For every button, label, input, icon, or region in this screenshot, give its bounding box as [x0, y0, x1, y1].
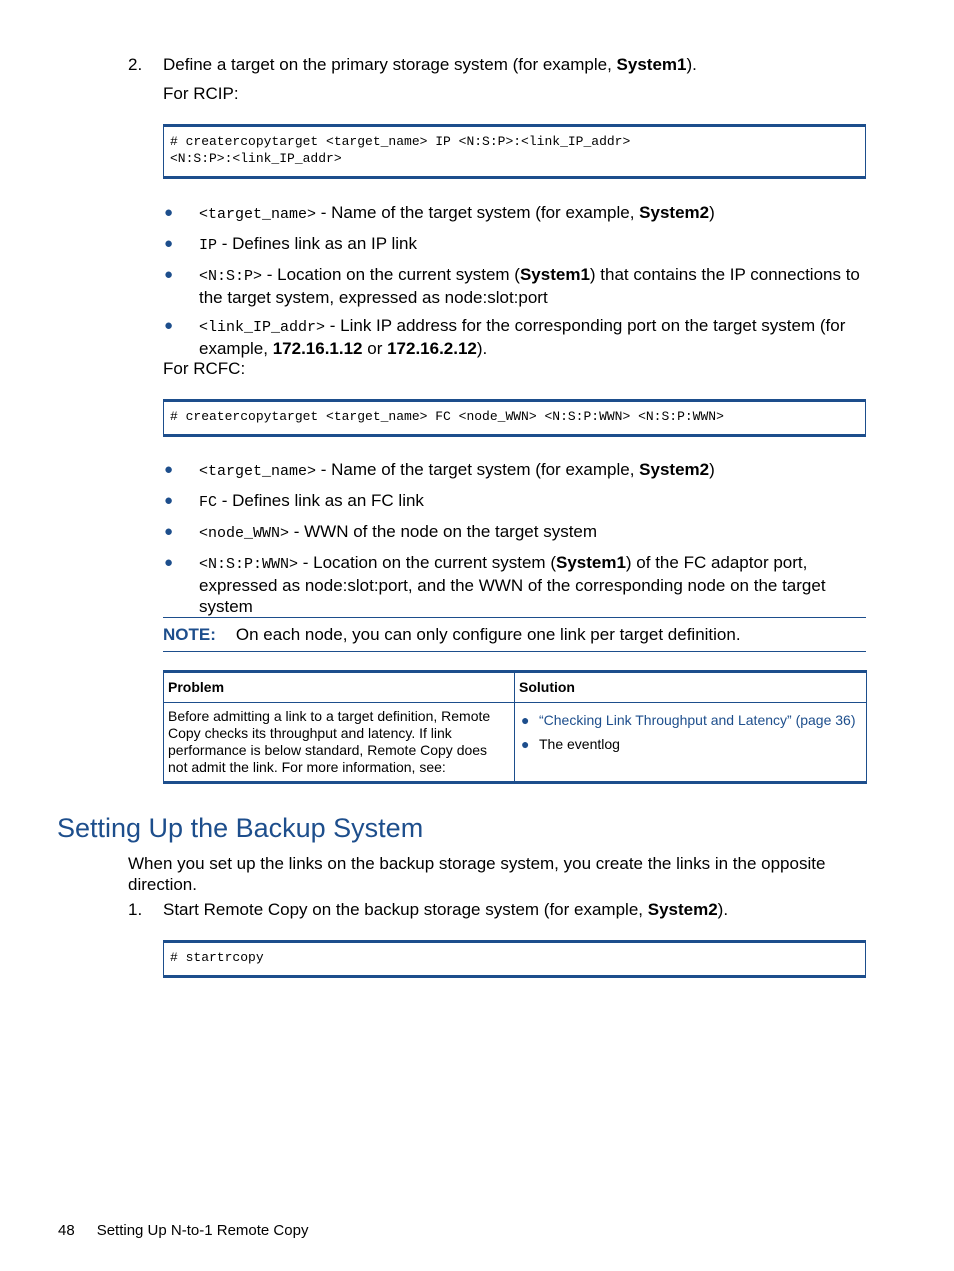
table-row — [164, 703, 867, 783]
startrcopy-code-block: # startrcopy — [163, 940, 866, 978]
problem-cell: Before admitting a link to a target definition, Remote Copy checks its throughput and latency. If link performance is below standard, Remote Copy does not admit the link. For more information, see: — [164, 703, 515, 783]
column-header-solution: Solution — [515, 672, 867, 703]
bullet-icon: ● — [164, 554, 174, 571]
rcip-code-block: # creatercopytarget <target_name> IP <N:S:P>:<link_IP_addr> <N:S:P>:<link_IP_addr> — [163, 124, 866, 179]
rcfc-label: For RCFC: — [163, 359, 246, 378]
list-item: ● <link_IP_addr> - Link IP address for the corresponding port on the target system (for example, 172.16.1.12 or 172.16.2.12). — [164, 316, 846, 358]
list-item: ● <target_name> - Name of the target system (for example, System2) — [164, 203, 715, 223]
bullet-icon: ● — [164, 266, 174, 283]
bullet-icon: ● — [164, 461, 174, 478]
note-label: NOTE: — [163, 625, 216, 644]
rcfc-parameter-list — [163, 459, 868, 617]
page-number: 48 — [58, 1222, 75, 1239]
list-item: ● <node_WWN> - WWN of the node on the target system — [164, 522, 598, 542]
column-header-problem: Problem — [164, 672, 515, 703]
bullet-icon: ● — [521, 736, 530, 752]
bullet-icon: ● — [164, 204, 174, 221]
list-item: ● IP - Defines link as an IP link — [164, 234, 418, 254]
solution-list — [519, 712, 862, 753]
list-item: ● <target_name> - Name of the target system (for example, System2) — [164, 460, 715, 480]
list-item[interactable] — [519, 712, 862, 729]
rcip-parameter-list — [163, 202, 868, 359]
step-number: 1. — [128, 900, 143, 919]
list-item: ● <N:S:P> - Location on the current system (System1) that contains the IP connections to the target system, expressed as node:slot:port — [164, 265, 860, 307]
list-item — [519, 736, 862, 753]
section-intro: When you set up the links on the backup storage system, you create the links in the opposite direction. — [128, 854, 826, 894]
bullet-icon: ● — [164, 317, 174, 334]
step-text: Start Remote Copy on the backup storage system (for example, System2). — [163, 900, 729, 919]
step-text: Define a target on the primary storage system (for example, System1). — [163, 55, 697, 74]
rcip-label: For RCIP: — [163, 84, 239, 103]
section-heading: Setting Up the Backup System — [57, 813, 424, 843]
bullet-icon: ● — [164, 523, 174, 540]
page-footer — [58, 1222, 308, 1239]
list-item: ● <N:S:P:WWN> - Location on the current system (System1) of the FC adaptor port, expressed as node:slot:port, and the WWN of the corresponding node on the target system — [164, 553, 826, 616]
step-number: 2. — [128, 55, 143, 74]
solution-eventlog: The eventlog — [539, 736, 620, 752]
problem-solution-table — [163, 670, 867, 784]
bullet-icon: ● — [164, 492, 174, 509]
link-checking-throughput[interactable]: “Checking Link Throughput and Latency” (page 36) — [539, 712, 856, 728]
note-text: On each node, you can only configure one link per target definition. — [235, 625, 741, 644]
bullet-icon: ● — [521, 712, 530, 728]
note-box — [163, 617, 866, 652]
bullet-icon: ● — [164, 235, 174, 252]
footer-title: Setting Up N-to-1 Remote Copy — [96, 1222, 309, 1239]
solution-cell — [515, 703, 867, 783]
list-item: ● FC - Defines link as an FC link — [164, 491, 424, 511]
rcfc-code-block: # creatercopytarget <target_name> FC <node_WWN> <N:S:P:WWN> <N:S:P:WWN> — [163, 399, 866, 437]
table-header-row — [164, 672, 867, 703]
